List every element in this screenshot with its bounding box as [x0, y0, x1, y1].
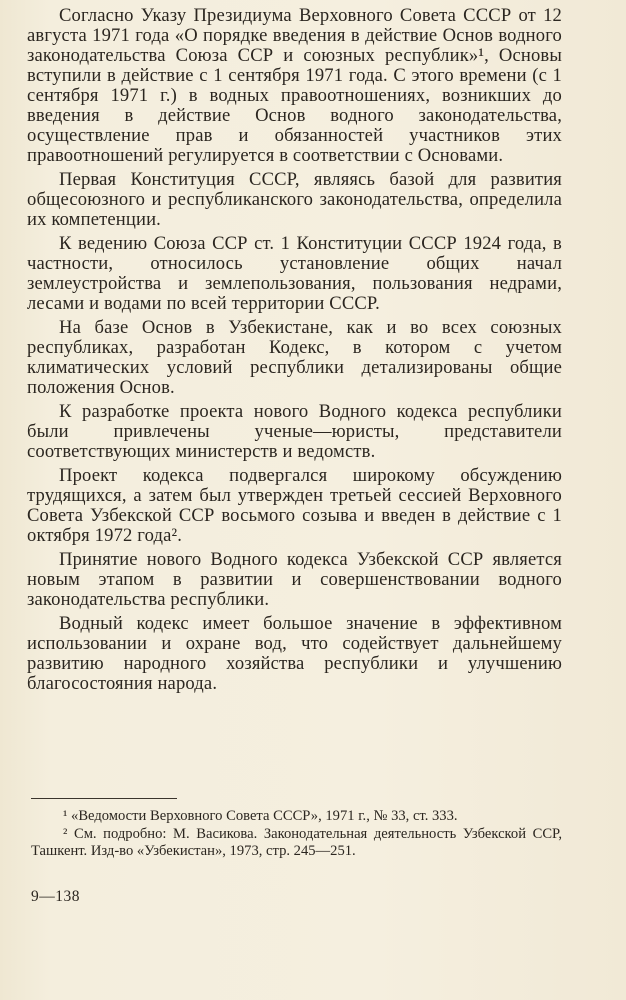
footnote-2: ² См. подробно: М. Васикова. Законодательная деятельность Узбекской ССР, Ташкент. Изд-во «Узбекистан», 1973, стр. 245—251. — [31, 825, 562, 859]
paragraph: К ведению Союза ССР ст. 1 Конституции СССР 1924 года, в частности, относилось установление общих начал землеустройства и землепользования, пользования недрами, лесами и водами по всей территории СССР. — [27, 233, 562, 314]
paragraph: Принятие нового Водного кодекса Узбекской ССР является новым этапом в развитии и совершенствовании водного законодательства республики. — [27, 549, 562, 610]
paragraph: Водный кодекс имеет большое значение в эффективном использовании и охране вод, что содействует дальнейшему развитию народного хозяйства республики и улучшению благосостояния народа. — [27, 613, 562, 694]
paragraph: К разработке проекта нового Водного кодекса республики были привлечены ученые—юристы, представители соответствующих министерств и ведомств. — [27, 401, 562, 462]
paragraph: Согласно Указу Президиума Верховного Совета СССР от 12 августа 1971 года «О порядке введения в действие Основ водного законодательства Союза ССР и союзных республик»¹, Основы вступили в действие с 1 сентября 1971 года. С этого времени (с 1 сентября 1971 г.) в водных правоотношениях, возникших до введения в действие Основ водного законодательства, осуществление прав и обязанностей участников этих правоотношений регулируется в соответствии с Основами. — [27, 5, 562, 166]
footnote-divider — [31, 798, 177, 799]
paragraph: Проект кодекса подвергался широкому обсуждению трудящихся, а затем был утвержден третьей сессией Верховного Совета Узбекской ССР восьмого созыва и введен в действие с 1 октября 1972 года². — [27, 465, 562, 546]
footnote-1: ¹ «Ведомости Верховного Совета СССР», 1971 г., № 33, ст. 333. — [63, 808, 458, 824]
footnotes-block — [31, 808, 562, 861]
main-text-block — [27, 6, 562, 698]
paragraph: Первая Конституция СССР, являясь базой для развития общесоюзного и республиканского законодательства, определила их компетенции. — [27, 169, 562, 230]
paragraph: На базе Основ в Узбекистане, как и во всех союзных республиках, разработан Кодекс, в котором с учетом климатических условий республики детализированы общие положения Основ. — [27, 317, 562, 398]
printer-signature: 9—138 — [31, 888, 80, 905]
